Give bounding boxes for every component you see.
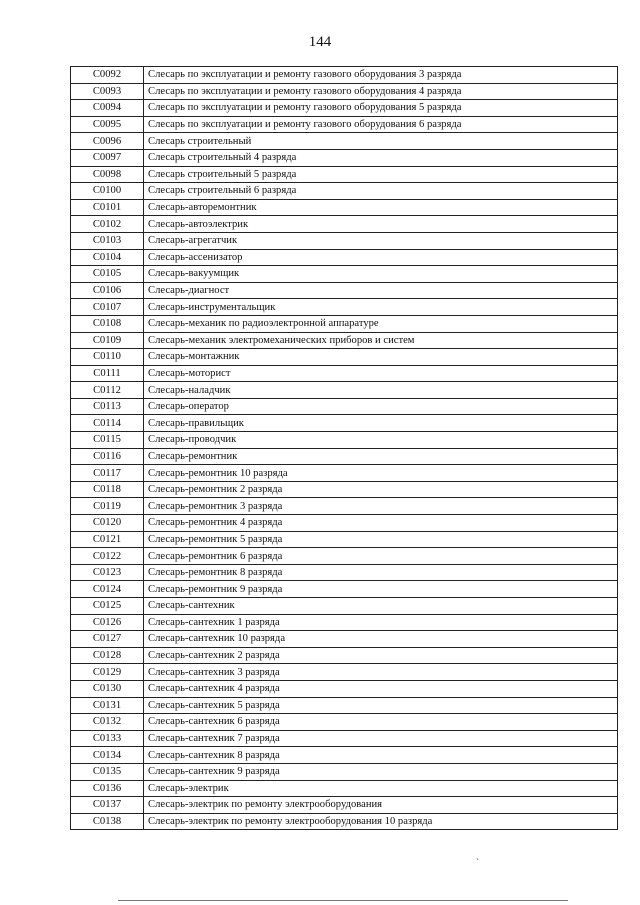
profession-code-cell: C0117 [71,465,144,482]
table-row [71,763,618,780]
profession-code-cell: C0104 [71,249,144,266]
profession-name-cell: Слесарь по эксплуатации и ремонту газового оборудования 3 разряда [144,67,618,84]
profession-code-cell: C0106 [71,282,144,299]
table-row [71,465,618,482]
profession-name-cell: Слесарь-агрегатчик [144,232,618,249]
table-row [71,581,618,598]
profession-code-cell: C0100 [71,183,144,200]
profession-code-cell: C0138 [71,813,144,830]
profession-code-cell: C0120 [71,515,144,532]
table-row [71,133,618,150]
table-row [71,531,618,548]
table-row [71,481,618,498]
profession-code-cell: C0098 [71,166,144,183]
table-row [71,797,618,814]
profession-name-cell: Слесарь-сантехник 8 разряда [144,747,618,764]
table-row [71,67,618,84]
table-row [71,315,618,332]
table-body [71,67,618,830]
profession-code-cell: C0096 [71,133,144,150]
table-row [71,100,618,117]
profession-name-cell: Слесарь-ремонтник 4 разряда [144,515,618,532]
profession-code-cell: C0124 [71,581,144,598]
profession-name-cell: Слесарь-авторемонтник [144,199,618,216]
profession-name-cell: Слесарь-сантехник 2 разряда [144,647,618,664]
profession-name-cell: Слесарь строительный 4 разряда [144,149,618,166]
profession-code-cell: C0132 [71,714,144,731]
profession-code-cell: C0122 [71,548,144,565]
profession-name-cell: Слесарь по эксплуатации и ремонту газового оборудования 5 разряда [144,100,618,117]
profession-code-cell: C0119 [71,498,144,515]
table-row [71,166,618,183]
profession-name-cell: Слесарь-проводчик [144,432,618,449]
table-row [71,349,618,366]
profession-code-cell: C0094 [71,100,144,117]
profession-code-cell: C0137 [71,797,144,814]
table-row [71,116,618,133]
profession-code-cell: C0108 [71,315,144,332]
table-row [71,199,618,216]
table-row [71,548,618,565]
table-row [71,382,618,399]
profession-name-cell: Слесарь строительный [144,133,618,150]
profession-code-cell: C0103 [71,232,144,249]
table-row [71,282,618,299]
table-row [71,498,618,515]
table-row [71,647,618,664]
profession-name-cell: Слесарь по эксплуатации и ремонту газового оборудования 4 разряда [144,83,618,100]
profession-name-cell: Слесарь-механик по радиоэлектронной аппаратуре [144,315,618,332]
profession-code-cell: C0114 [71,415,144,432]
profession-name-cell: Слесарь-ремонтник [144,448,618,465]
table-row [71,747,618,764]
profession-code-cell: C0095 [71,116,144,133]
profession-name-cell: Слесарь-сантехник 3 разряда [144,664,618,681]
profession-name-cell: Слесарь-сантехник 7 разряда [144,730,618,747]
table-row [71,398,618,415]
profession-name-cell: Слесарь-сантехник 1 разряда [144,614,618,631]
table-row [71,697,618,714]
table-row [71,448,618,465]
profession-code-cell: C0129 [71,664,144,681]
table-row [71,149,618,166]
profession-code-cell: C0110 [71,349,144,366]
profession-code-cell: C0097 [71,149,144,166]
table-row [71,680,618,697]
table-row [71,780,618,797]
profession-name-cell: Слесарь-сантехник 6 разряда [144,714,618,731]
table-row [71,232,618,249]
profession-name-cell: Слесарь-ассенизатор [144,249,618,266]
profession-name-cell: Слесарь-оператор [144,398,618,415]
table-row [71,564,618,581]
profession-name-cell: Слесарь-правильщик [144,415,618,432]
stray-mark: ˎ [476,850,479,860]
profession-code-cell: C0131 [71,697,144,714]
profession-name-cell: Слесарь-автоэлектрик [144,216,618,233]
table-row [71,664,618,681]
profession-name-cell: Слесарь-ремонтник 8 разряда [144,564,618,581]
profession-code-cell: C0112 [71,382,144,399]
profession-name-cell: Слесарь-сантехник 5 разряда [144,697,618,714]
profession-name-cell: Слесарь-сантехник 10 разряда [144,631,618,648]
profession-name-cell: Слесарь-инструментальщик [144,299,618,316]
profession-code-cell: C0101 [71,199,144,216]
profession-code-cell: C0116 [71,448,144,465]
table-row [71,614,618,631]
profession-name-cell: Слесарь-ремонтник 9 разряда [144,581,618,598]
profession-name-cell: Слесарь-ремонтник 2 разряда [144,481,618,498]
profession-name-cell: Слесарь по эксплуатации и ремонту газового оборудования 6 разряда [144,116,618,133]
table-row [71,432,618,449]
profession-code-cell: C0107 [71,299,144,316]
table-row [71,730,618,747]
profession-code-cell: C0136 [71,780,144,797]
profession-name-cell: Слесарь-сантехник 4 разряда [144,680,618,697]
profession-codes-table [70,66,618,830]
table-row [71,515,618,532]
scan-edge-line [118,900,568,901]
profession-code-cell: C0133 [71,730,144,747]
profession-name-cell: Слесарь строительный 6 разряда [144,183,618,200]
profession-name-cell: Слесарь-ремонтник 3 разряда [144,498,618,515]
table-row [71,415,618,432]
table-row [71,249,618,266]
profession-name-cell: Слесарь-вакуумщик [144,266,618,283]
profession-name-cell: Слесарь-ремонтник 5 разряда [144,531,618,548]
table-row [71,365,618,382]
profession-code-cell: C0127 [71,631,144,648]
profession-code-cell: C0102 [71,216,144,233]
profession-code-cell: C0134 [71,747,144,764]
table-row [71,216,618,233]
profession-code-cell: C0121 [71,531,144,548]
page-number: 144 [308,34,332,50]
profession-code-cell: C0111 [71,365,144,382]
table-row [71,266,618,283]
profession-code-cell: C0105 [71,266,144,283]
profession-code-cell: C0093 [71,83,144,100]
profession-name-cell: Слесарь-ремонтник 10 разряда [144,465,618,482]
profession-code-cell: C0113 [71,398,144,415]
table-row [71,813,618,830]
profession-name-cell: Слесарь-электрик по ремонту электрооборудования [144,797,618,814]
profession-name-cell: Слесарь строительный 5 разряда [144,166,618,183]
profession-code-cell: C0130 [71,680,144,697]
table-row [71,332,618,349]
profession-code-cell: C0118 [71,481,144,498]
table-row [71,598,618,615]
profession-name-cell: Слесарь-диагност [144,282,618,299]
profession-name-cell: Слесарь-сантехник [144,598,618,615]
profession-name-cell: Слесарь-монтажник [144,349,618,366]
profession-code-cell: C0109 [71,332,144,349]
profession-code-cell: C0115 [71,432,144,449]
table-row [71,299,618,316]
profession-code-cell: C0092 [71,67,144,84]
table-row [71,183,618,200]
table-row [71,83,618,100]
profession-name-cell: Слесарь-электрик по ремонту электрооборудования 10 разряда [144,813,618,830]
profession-code-cell: C0123 [71,564,144,581]
profession-code-cell: C0135 [71,763,144,780]
profession-name-cell: Слесарь-наладчик [144,382,618,399]
profession-name-cell: Слесарь-ремонтник 6 разряда [144,548,618,565]
profession-name-cell: Слесарь-электрик [144,780,618,797]
profession-name-cell: Слесарь-сантехник 9 разряда [144,763,618,780]
profession-name-cell: Слесарь-механик электромеханических приборов и систем [144,332,618,349]
profession-code-cell: C0126 [71,614,144,631]
profession-code-cell: C0125 [71,598,144,615]
table-row [71,631,618,648]
profession-code-cell: C0128 [71,647,144,664]
table-row [71,714,618,731]
profession-name-cell: Слесарь-моторист [144,365,618,382]
